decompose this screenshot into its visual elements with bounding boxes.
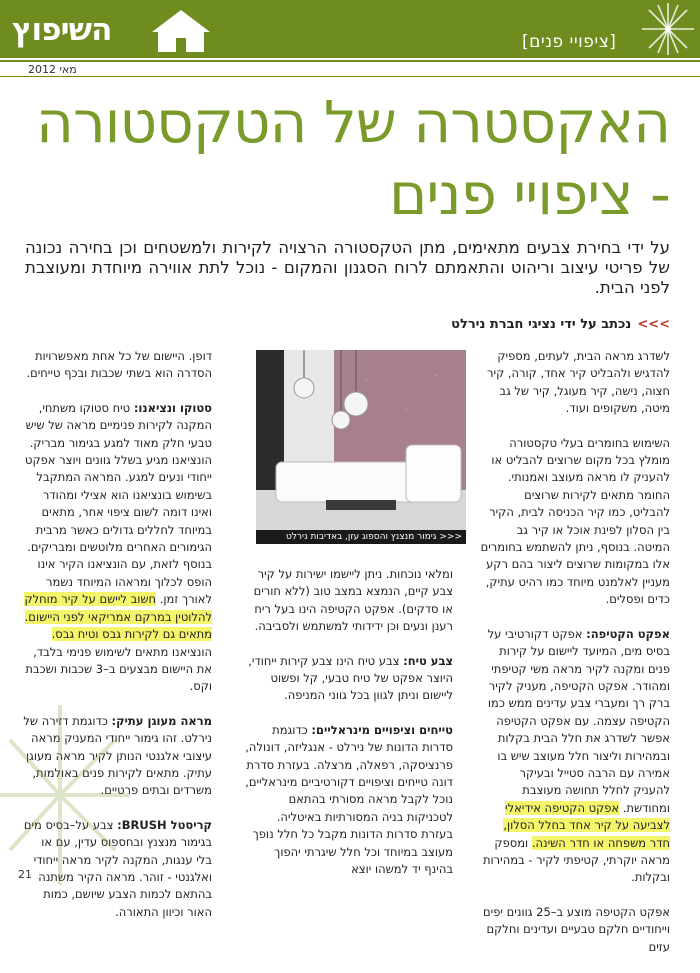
title-line-1: האקסטרה של הטקסטורה xyxy=(36,88,670,156)
paragraph-text: טיח סטוקו משתחי, המקנה לקירות פנימיים מראה של שיש טבעי חלק מאוד למגע בגימור מבריק. הונציאנו מגיע בשלל גוונים ויוצר אפקט ייחודי ונעים למגע. המראה המתקבל בשימוש בונציאנו הוא אצילי ומהודר ואינו דומה לשום ציפוי אחר, מתאים במיוחד לחללים גדולים כאשר מרבית הגימורים האחרים מלוטשים ומבריקים. בנוסף לזאת, עם הונציאנו הקיר אינו הופס לכלוך ומראהו המיוחד נשמר לאורך זמן. xyxy=(25,400,212,607)
paragraph-heading: סטוקו ונציאנו: xyxy=(133,400,212,415)
date-bar xyxy=(0,60,700,77)
column-middle xyxy=(245,566,453,896)
highlighted-text: אפקט הקטיפה אידיאלי לצביעה על קיר אחד בחלל הסלון, חדר משפחה או חדר השינה. xyxy=(503,800,670,850)
paragraph: לשדרג מראה הבית, לעתים, מספיק להדגיש ולהבליט קיר אחד, קורה, קיר חצוה, נישה, קיר מעוגל, קיר של גב מיטה, משקופים ועוד. xyxy=(487,349,670,416)
magazine-logo-text: השיפוץ xyxy=(12,12,112,48)
paragraph xyxy=(22,400,212,696)
paragraph-text: כדוגמת דזירה של נירלט. זהו גימור ייחודי המעניק מראה עיצובי אלגנטי הנותן לקיר מראה מעוגן עתיק. מתאים לקירות פנים באולמות, משרדים ובתים פרטיים. xyxy=(23,713,212,798)
paragraph-text: אפקט דקורטיבי על בסיס מים, המיועד ליישום על קירות פנים ומקנה לקיר מראה משי קטיפתי ומהודר. אפקט הקטיפה, מעניק לקיר ברק רך ומעברי צבע עדינים ממש כמו הקטיפה עצמה. עם אפקט הקטיפה אפשר לשדרג את חלל הבית בקלות ובמהירות וליצור חלל מעוצב שיש בו אמירה עם הרבה סטייל ובעיקר להעניק לחלל תחושה מעוצבת ומחודשת. xyxy=(487,626,670,815)
column-right xyxy=(480,348,670,973)
living-room-illustration xyxy=(256,350,466,530)
starburst-icon xyxy=(636,0,700,58)
paragraph xyxy=(480,626,670,887)
byline-text: נכתב על ידי נציגי חברת נירלט xyxy=(451,317,632,332)
paragraph: ומלאי נוכחות. ניתן ליישמו ישירות על קיר צבע קיים, הנמצא במצב טוב (ללא חורים או סדקים). אפקט הקטיפה הינו בעל ריח רענן ונעים וכן ידידותי למשתמש ולסביבה. xyxy=(253,567,453,634)
paragraph xyxy=(245,653,453,705)
article-title xyxy=(20,86,670,230)
paragraph-text: ומספק מראה יוקרתי, קטיפתי לקיר - במהירות ובקלות. xyxy=(482,835,670,885)
paragraph-text: צבע על–בסיס מים בגימור מנצנץ ובחספוס עדין, עם או בלי ענגות, המקנה לקיר מראה ייחודי ואלגנטי - זוהר. מראה הקיר משתנה בהתאם לכמות הצבע שיושם, כמות האור וכיוון התאורה. xyxy=(23,817,212,919)
byline-arrows: >>> xyxy=(637,317,670,332)
section-tag: [ציפויי פנים] xyxy=(522,32,617,52)
byline xyxy=(451,317,670,332)
snowflake-decoration-icon xyxy=(0,700,140,890)
paragraph-heading: צבע טיח: xyxy=(403,653,453,668)
issue-date: מאי 2012 xyxy=(28,63,77,76)
highlighted-text: חשוב ליישם על קיר מוחלק להלוטין במרקם אמריקאי לפני היישום. מתאים גם לקירות גבס וטיח גבס. xyxy=(24,592,212,642)
photo-caption: <<< גימור מנצנץ והספוג עזן, באדיבות נירלט xyxy=(256,530,466,544)
paragraph-heading: טייחים וציפויים מינראליים: xyxy=(311,722,453,737)
paragraph-text: כדוגמת סדרות הדונות של נירלט - אנגליזה, דונולה, פרנציסקה, רפאלה, מרצלה. בעזרת סדרת דונה טייחים וציפויים דקורטיביים מינראליים, נוכל לקבל מראה מסורתי בהתאם לטכניקות בניה המסורתיות באיטליה. בעזרת סדרות הדונות מקבל כל חלל נופך מעוצב במיוחד וכל חלל שיגרתי יהפוך בהינף יד למשהו יוצא xyxy=(245,722,453,877)
paragraph-heading: מראה מעוגן עתיק: xyxy=(111,713,212,728)
page-number: 21 xyxy=(18,868,32,881)
paragraph: דופן. היישום של כל אחת מאפשרויות הסדרה הוא בשתי שכבות ובכף טייחים. xyxy=(26,349,212,381)
paragraph: אפקט הקטיפה מוצע ב–25 גוונים יפים וייחודיים חלקם טבעיים ועדינים וחלקם עזים xyxy=(483,904,670,954)
paragraph-text: הונציאנו מתאים לשימוש פנימי בלבד, את היישום מבצעים ב–3 שכבות ושכבת וקס. xyxy=(25,644,212,694)
title-line-2: - ציפויי פנים xyxy=(388,160,670,228)
article-lead: על ידי בחירת צבעים מתאימים, מתן הטקסטורה הרצויה לקירות ולמשטחים וכן בחירה נכונה של פריטי עיצוב וריהוט והתאמתם לרוח הסגנון והמקום - נוכל לתת אווירה מיוחדת ומעוצבת לפני הבית. xyxy=(25,238,670,297)
paragraph xyxy=(245,722,453,879)
paragraph-text: צבע טיח הינו צבע קירות ייחודי, היוצר אפקט של טיח טבעי, קל ופשוט ליישום וניתן לגוון בכל גווני המניפה. xyxy=(248,653,453,703)
house-logo-icon xyxy=(150,8,212,54)
paragraph: השימוש בחומרים בעלי טקסטורה מומלץ בכל מקום שרוצים להבליט או להעניק לו מראה מעוצב ואמנותי. החומר מתאים לקירות שרוצים להבליט, כמו קיר הכניסה לבית, הקיר בין הסלון לפינת אוכל או קיר גב המיטה. בנוסף, ניתן להשתמש בחומרים אלו במקומות שרוצים ליצור בהם רקע מעניין לאלמנט מיוחד כמו רהיט עתיק, כדים ופסלים. xyxy=(480,435,670,607)
paragraph-heading: קריסטל BRUSH: xyxy=(117,817,212,832)
interior-photo xyxy=(256,350,466,530)
paragraph-heading: אפקט הקטיפה: xyxy=(586,626,670,641)
